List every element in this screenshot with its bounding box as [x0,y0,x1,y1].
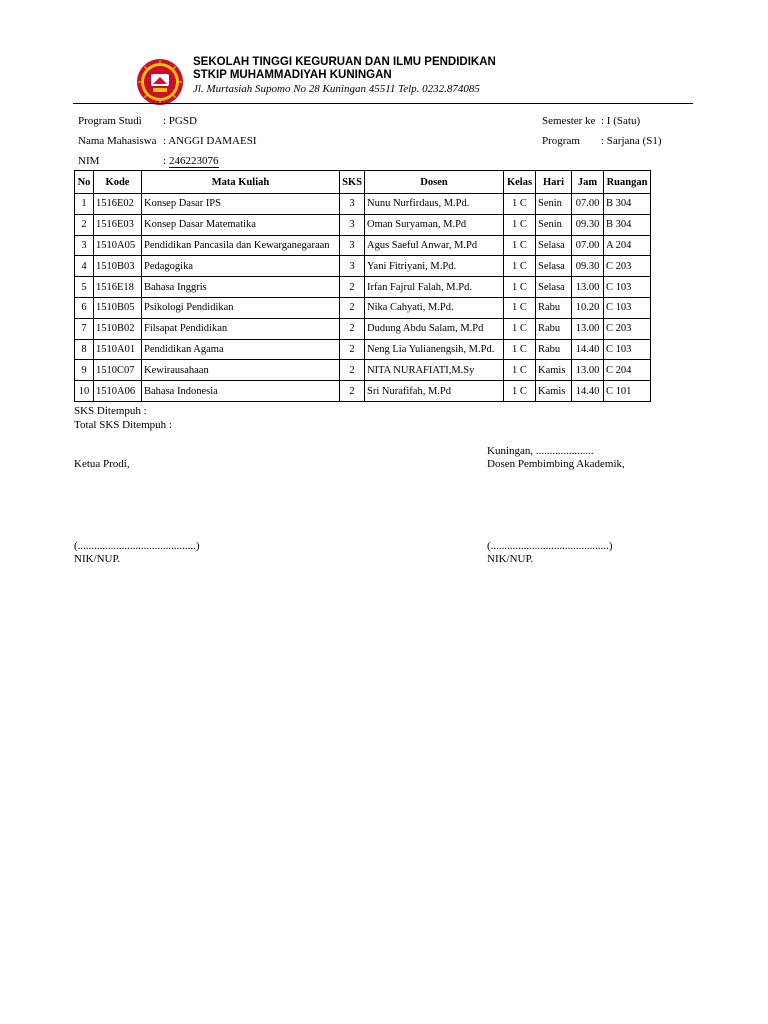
cell-jam: 14.40 [572,339,604,360]
cell-jam: 07.00 [572,194,604,215]
cell-dosen: Oman Suryaman, M.Pd [365,214,504,235]
ketua-prodi-title: Ketua Prodi, [74,458,130,470]
cell-ruangan: C 103 [604,277,651,298]
cell-kode: 1510B02 [94,318,142,339]
place-date: Kuningan, ..................... [487,445,594,457]
cell-kode: 1516E18 [94,277,142,298]
course-table [74,170,651,402]
cell-kode: 1510A05 [94,235,142,256]
table-row [75,214,651,235]
cell-jam: 09.30 [572,256,604,277]
cell-no: 5 [75,277,94,298]
col-sks: SKS [340,171,365,194]
table-row [75,339,651,360]
cell-no: 10 [75,381,94,402]
cell-kelas: 1 C [504,360,536,381]
cell-mata-kuliah: Pedagogika [142,256,340,277]
dosen-pa-signature: (...........................................) [487,540,613,552]
ketua-prodi-signature: (...........................................) [74,540,200,552]
cell-kelas: 1 C [504,381,536,402]
cell-hari: Rabu [536,339,572,360]
cell-dosen: Nunu Nurfirdaus, M.Pd. [365,194,504,215]
program-label: Program [542,135,580,147]
cell-mata-kuliah: Kewirausahaan [142,360,340,381]
cell-jam: 09.30 [572,214,604,235]
nim-colon: : [163,155,167,167]
nama-label: Nama Mahasiswa [78,135,157,147]
col-no: No [75,171,94,194]
cell-no: 7 [75,318,94,339]
cell-mata-kuliah: Pendidikan Pancasila dan Kewarganegaraan [142,235,340,256]
nim-value: 246223076 [169,155,219,167]
col-mata-kuliah: Mata Kuliah [142,171,340,194]
cell-dosen: Dudung Abdu Salam, M.Pd [365,318,504,339]
cell-ruangan: C 101 [604,381,651,402]
col-hari: Hari [536,171,572,194]
cell-dosen: Irfan Fajrul Falah, M.Pd. [365,277,504,298]
cell-kode: 1510A06 [94,381,142,402]
cell-no: 9 [75,360,94,381]
cell-kelas: 1 C [504,214,536,235]
cell-sks: 2 [340,297,365,318]
header-divider [73,103,693,104]
cell-mata-kuliah: Filsapat Pendidikan [142,318,340,339]
cell-ruangan: C 103 [604,297,651,318]
col-ruangan: Ruangan [604,171,651,194]
program-value: : Sarjana (S1) [601,135,662,147]
col-jam: Jam [572,171,604,194]
table-row [75,277,651,298]
cell-sks: 2 [340,339,365,360]
cell-kelas: 1 C [504,297,536,318]
table-row [75,297,651,318]
cell-kode: 1510B05 [94,297,142,318]
table-row [75,256,651,277]
program-studi-value: : PGSD [163,115,197,127]
cell-dosen: Sri Nurafifah, M.Pd [365,381,504,402]
cell-hari: Selasa [536,235,572,256]
cell-sks: 3 [340,256,365,277]
dosen-pa-title: Dosen Pembimbing Akademik, [487,458,625,470]
cell-kode: 1516E02 [94,194,142,215]
table-row [75,360,651,381]
cell-mata-kuliah: Konsep Dasar Matematika [142,214,340,235]
table-row [75,381,651,402]
table-row [75,194,651,215]
semester-value: : I (Satu) [601,115,641,127]
cell-dosen: Yani Fitriyani, M.Pd. [365,256,504,277]
cell-kode: 1510A01 [94,339,142,360]
cell-no: 1 [75,194,94,215]
cell-mata-kuliah: Bahasa Indonesia [142,381,340,402]
cell-kelas: 1 C [504,256,536,277]
cell-no: 4 [75,256,94,277]
col-kelas: Kelas [504,171,536,194]
col-dosen: Dosen [365,171,504,194]
cell-dosen: Agus Saeful Anwar, M.Pd [365,235,504,256]
total-sks-ditempuh: Total SKS Ditempuh : [74,419,172,431]
cell-kode: 1516E03 [94,214,142,235]
cell-kelas: 1 C [504,277,536,298]
cell-kelas: 1 C [504,318,536,339]
cell-sks: 3 [340,235,365,256]
cell-sks: 3 [340,194,365,215]
cell-jam: 14.40 [572,381,604,402]
cell-hari: Senin [536,214,572,235]
sks-ditempuh: SKS Ditempuh : [74,405,147,417]
cell-ruangan: A 204 [604,235,651,256]
cell-mata-kuliah: Konsep Dasar IPS [142,194,340,215]
nim-label: NIM [78,155,100,167]
cell-jam: 10.20 [572,297,604,318]
letterhead [136,56,696,106]
cell-kelas: 1 C [504,339,536,360]
semester-label: Semester ke [542,115,596,127]
institution-subname: STKIP MUHAMMADIYAH KUNINGAN [193,69,392,81]
cell-sks: 3 [340,214,365,235]
cell-sks: 2 [340,318,365,339]
cell-jam: 13.00 [572,277,604,298]
cell-sks: 2 [340,277,365,298]
cell-jam: 13.00 [572,318,604,339]
cell-jam: 13.00 [572,360,604,381]
cell-no: 2 [75,214,94,235]
institution-logo-icon [136,58,184,106]
cell-ruangan: C 203 [604,318,651,339]
program-studi-label: Program Studi [78,115,142,127]
nama-value: : ANGGI DAMAESI [163,135,257,147]
col-kode: Kode [94,171,142,194]
table-row [75,235,651,256]
cell-dosen: Nika Cahyati, M.Pd. [365,297,504,318]
cell-hari: Senin [536,194,572,215]
cell-hari: Kamis [536,381,572,402]
cell-hari: Rabu [536,297,572,318]
cell-sks: 2 [340,381,365,402]
cell-sks: 2 [340,360,365,381]
table-row [75,318,651,339]
cell-ruangan: C 203 [604,256,651,277]
dosen-pa-nik: NIK/NUP. [487,553,534,565]
cell-no: 6 [75,297,94,318]
cell-hari: Selasa [536,256,572,277]
cell-ruangan: B 304 [604,194,651,215]
cell-jam: 07.00 [572,235,604,256]
cell-mata-kuliah: Bahasa Inggris [142,277,340,298]
cell-no: 8 [75,339,94,360]
cell-no: 3 [75,235,94,256]
cell-mata-kuliah: Pendidikan Agama [142,339,340,360]
cell-ruangan: C 103 [604,339,651,360]
table-header-row [75,171,651,194]
cell-hari: Kamis [536,360,572,381]
cell-ruangan: C 204 [604,360,651,381]
cell-kelas: 1 C [504,235,536,256]
cell-kode: 1510C07 [94,360,142,381]
institution-name: SEKOLAH TINGGI KEGURUAN DAN ILMU PENDIDIKAN [193,56,496,68]
ketua-prodi-nik: NIK/NUP. [74,553,121,565]
cell-kode: 1510B03 [94,256,142,277]
cell-ruangan: B 304 [604,214,651,235]
cell-mata-kuliah: Psikologi Pendidikan [142,297,340,318]
institution-address: Jl. Murtasiah Supomo No 28 Kuningan 45511 Telp. 0232.874085 [193,83,480,95]
cell-hari: Selasa [536,277,572,298]
cell-kelas: 1 C [504,194,536,215]
cell-dosen: Neng Lia Yulianengsih, M.Pd. [365,339,504,360]
cell-dosen: NITA NURAFIATI,M.Sy [365,360,504,381]
cell-hari: Rabu [536,318,572,339]
